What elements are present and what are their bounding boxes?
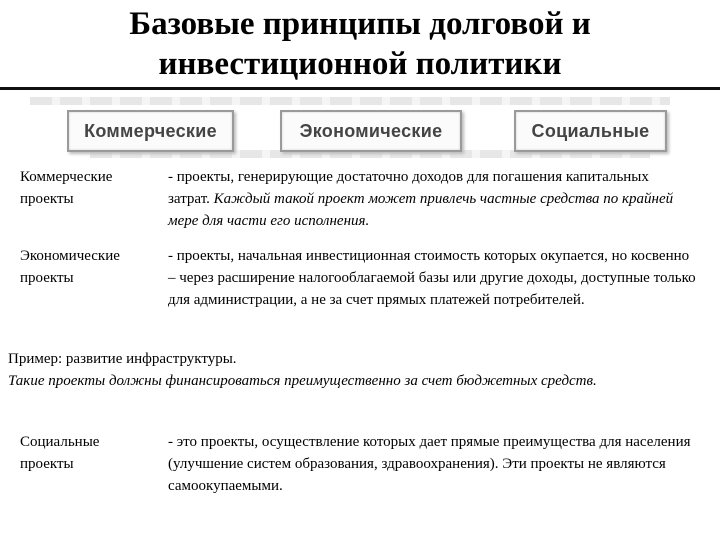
term-line: проекты — [20, 191, 74, 207]
definition-text — [168, 245, 698, 311]
faded-background-text — [30, 97, 670, 105]
term-line: Социальные — [20, 434, 100, 450]
page-title — [0, 4, 720, 84]
term-social — [20, 431, 170, 475]
note-financing: Такие проекты должны финансироваться преимущественно за счет бюджетных средств. — [8, 373, 597, 389]
category-box-social: Социальные — [514, 110, 667, 152]
definition-plain: - проекты, генерирующие достаточно доходов для погашения капитальных затрат. — [168, 169, 649, 207]
category-box-economic: Экономические — [280, 110, 462, 152]
note-example: Пример: развитие инфраструктуры. — [8, 351, 237, 367]
definition-text — [168, 166, 688, 232]
title-line-1: Базовые принципы долговой и — [129, 6, 591, 42]
definition-italic: Каждый такой проект может привлечь частные средства по крайней мере для части его исполнения. — [168, 191, 674, 229]
term-commercial — [20, 166, 170, 210]
category-box-commercial: Коммерческие — [67, 110, 234, 152]
title-line-2: инвестиционной политики — [158, 46, 562, 82]
term-line: проекты — [20, 270, 74, 286]
definition-plain: - это проекты, осуществление которых дает прямые преимущества для населения (улучшение систем образования, здравоохранения). Эти проекты не являются самоокупаемыми. — [168, 434, 691, 494]
term-line: Коммерческие — [20, 169, 113, 185]
term-economic — [20, 245, 170, 289]
title-divider — [0, 87, 720, 90]
term-line: проекты — [20, 456, 74, 472]
definition-plain: - проекты, начальная инвестиционная стоимость которых окупается, но косвенно – через расширение налогооблагаемой базы или другие доходы, доступные только для администрации, а не за счет прямых платежей потребителей. — [168, 248, 696, 308]
term-line: Экономические — [20, 248, 120, 264]
definition-text — [168, 431, 696, 497]
example-note — [8, 348, 708, 392]
